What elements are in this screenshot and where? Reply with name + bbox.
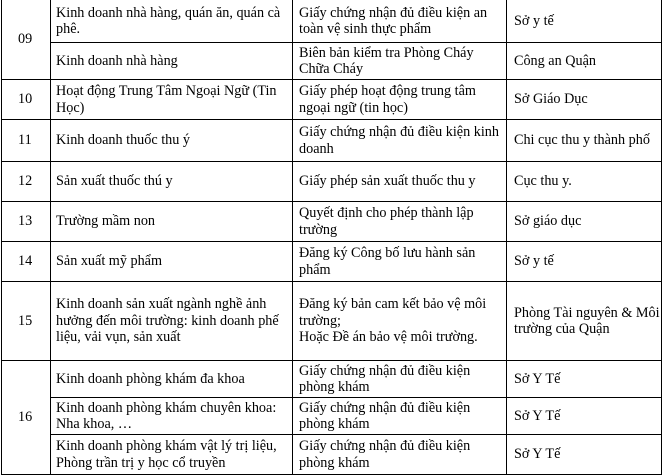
row-number: 15: [2, 282, 51, 361]
required-document-cell: Giấy chứng nhận đủ điều kiện phòng khám: [293, 361, 507, 398]
required-document-cell: Quyết định cho phép thành lập trường: [293, 202, 507, 242]
required-document-cell: Giấy chứng nhận đủ điều kiện an toàn vệ sinh thực phẩm: [293, 0, 507, 43]
row-number: 16: [2, 361, 51, 475]
issuing-authority-cell: Sở Y Tế: [507, 435, 662, 475]
table-row: [2, 162, 662, 202]
issuing-authority-cell: Sở giáo dục: [507, 202, 662, 242]
required-document-cell: Giấy chứng nhận đủ điều kiện phòng khám: [293, 435, 507, 475]
business-type-cell: Kinh doanh sản xuất ngành nghề ảnh hưởng đến môi trường: kinh doanh phế liệu, vải vụn, sản xuất: [51, 282, 293, 361]
table-row: [2, 202, 662, 242]
issuing-authority-cell: Sở Y Tế: [507, 361, 662, 398]
issuing-authority-cell: Chi cục thu y thành phố: [507, 120, 662, 162]
business-type-cell: Sản xuất mỹ phẩm: [51, 242, 293, 282]
required-document-cell: Giấy phép sản xuất thuốc thu y: [293, 162, 507, 202]
business-type-cell: Hoạt động Trung Tâm Ngoại Ngữ (Tin Học): [51, 80, 293, 120]
table-row: [2, 120, 662, 162]
table-row: [2, 398, 662, 435]
table-row: [2, 80, 662, 120]
row-number: 11: [2, 120, 51, 162]
required-document-cell: [293, 282, 507, 361]
business-type-cell: Kinh doanh phòng khám vật lý trị liệu, Phòng trần trị y học cổ truyền: [51, 435, 293, 475]
issuing-authority-cell: Sở Giáo Dục: [507, 80, 662, 120]
business-type-cell: Trường mầm non: [51, 202, 293, 242]
issuing-authority-cell: Sở y tế: [507, 242, 662, 282]
row-number: 12: [2, 162, 51, 202]
issuing-authority-cell: Công an Quận: [507, 43, 662, 80]
business-type-cell: Kinh doanh nhà hàng, quán ăn, quán cà phê.: [51, 0, 293, 43]
table-row: [2, 242, 662, 282]
issuing-authority-cell: Sở Y Tế: [507, 398, 662, 435]
row-number: 10: [2, 80, 51, 120]
table-row: [2, 361, 662, 398]
issuing-authority-cell: Sở y tế: [507, 0, 662, 43]
document-line: Đăng ký bản cam kết bảo vệ môi trường;: [299, 296, 487, 329]
table-row: [2, 0, 662, 43]
business-license-table: [1, 0, 662, 475]
required-document-cell: Giấy chứng nhận đủ điều kiện kinh doanh: [293, 120, 507, 162]
required-document-cell: Giấy chứng nhận đủ điều kiện phòng khám: [293, 398, 507, 435]
required-document-cell: Đăng ký Công bố lưu hành sản phẩm: [293, 242, 507, 282]
business-type-cell: Kinh doanh phòng khám đa khoa: [51, 361, 293, 398]
table-row: [2, 282, 662, 361]
issuing-authority-cell: Phòng Tài nguyên & Môi trường của Quận: [507, 282, 662, 361]
row-number: 14: [2, 242, 51, 282]
required-document-cell: Giấy phép hoạt động trung tâm ngoại ngữ (tin học): [293, 80, 507, 120]
table-row: [2, 435, 662, 475]
business-type-cell: Kinh doanh nhà hàng: [51, 43, 293, 80]
business-type-cell: Sản xuất thuốc thú y: [51, 162, 293, 202]
required-document-cell: Biên bản kiểm tra Phòng Cháy Chữa Cháy: [293, 43, 507, 80]
business-type-cell: Kinh doanh thuốc thu ý: [51, 120, 293, 162]
row-number: 13: [2, 202, 51, 242]
document-line: Hoặc Đề án bảo vệ môi trường.: [299, 329, 478, 346]
table-row: [2, 43, 662, 80]
row-number: 09: [2, 0, 51, 80]
business-type-cell: Kinh doanh phòng khám chuyên khoa: Nha khoa, …: [51, 398, 293, 435]
issuing-authority-cell: Cục thu y.: [507, 162, 662, 202]
